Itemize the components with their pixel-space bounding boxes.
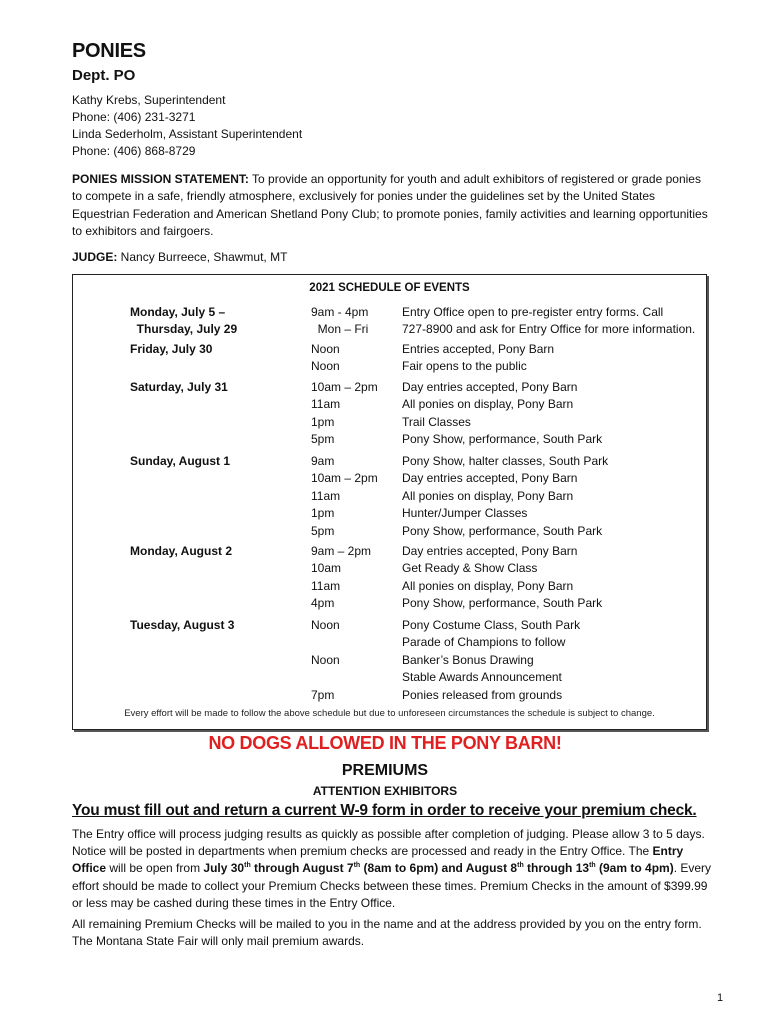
entry-office-paragraph: [72, 826, 720, 912]
paragraph-text: will be open from: [106, 861, 204, 876]
time-line: Mon – Fri: [311, 322, 369, 337]
schedule-times: [311, 379, 378, 449]
time-line: 9am - 4pm: [311, 305, 369, 319]
judge-line: [72, 250, 287, 264]
event-line: Parade of Champions to follow: [402, 635, 566, 650]
event-line: Day entries accepted, Pony Barn: [402, 380, 578, 394]
schedule-events: [402, 304, 695, 339]
department-code: Dept. PO: [72, 67, 136, 84]
date-text: through 13: [523, 861, 590, 876]
event-line: Trail Classes: [402, 414, 471, 429]
time-line: 11am: [311, 578, 341, 593]
ordinal-suffix: th: [244, 862, 251, 870]
day-line: Saturday, July 31: [130, 380, 228, 394]
schedule-day: [130, 341, 212, 358]
schedule-events: [402, 379, 602, 449]
no-dogs-warning: NO DOGS ALLOWED IN THE PONY BARN!: [208, 733, 562, 753]
schedule-disclaimer: Every effort will be made to follow the above schedule but due to unforeseen circumstances the schedule is subject to change.: [124, 708, 655, 719]
time-line: 10am – 2pm: [311, 471, 378, 486]
event-line: Pony Costume Class, South Park: [402, 618, 581, 632]
judge-name: Nancy Burreece, Shawmut, MT: [117, 250, 288, 264]
paragraph-text: . Every effort should be made to collect your Premium Checks between these times. Premium Checks in the amount of $399.99 or less may be cashed during these times in the Entry Office.: [72, 861, 712, 910]
time-line: 1pm: [311, 414, 335, 429]
ordinal-suffix: th: [517, 862, 524, 870]
event-line: Get Ready & Show Class: [402, 561, 538, 576]
contact-line: Phone: (406) 868-8729: [72, 144, 196, 158]
attention-exhibitors-heading: ATTENTION EXHIBITORS: [312, 784, 458, 798]
event-line: 727-8900 and ask for Entry Office for more information.: [402, 322, 696, 337]
contact-block: [72, 92, 302, 160]
ordinal-suffix: th: [589, 862, 596, 870]
schedule-times: [311, 341, 340, 376]
event-line: Pony Show, halter classes, South Park: [402, 454, 609, 468]
schedule-day: [130, 379, 228, 396]
time-line: 5pm: [311, 432, 335, 447]
date-text: through August 7: [250, 861, 354, 876]
date-text: (8am to 6pm) and August 8: [360, 861, 518, 876]
contact-line: Kathy Krebs, Superintendent: [72, 93, 226, 107]
time-line: 11am: [311, 488, 341, 503]
ordinal-suffix: th: [353, 862, 361, 870]
time-line: 4pm: [311, 596, 335, 611]
schedule-day: [130, 304, 237, 339]
time-line: Noon: [311, 342, 340, 356]
schedule-day: [130, 453, 230, 470]
event-line: Hunter/Jumper Classes: [402, 506, 528, 521]
schedule-events: [402, 341, 554, 376]
time-line: Noon: [311, 359, 340, 374]
day-line: Thursday, July 29: [130, 322, 238, 337]
time-line: Noon: [311, 652, 340, 667]
schedule-day: [130, 617, 234, 634]
event-line: Pony Show, performance, South Park: [402, 596, 603, 611]
premiums-heading: PREMIUMS: [341, 762, 429, 779]
schedule-events: [402, 617, 580, 704]
schedule-times: [311, 543, 371, 613]
office-dates: [203, 861, 673, 875]
event-line: Ponies released from grounds: [402, 687, 563, 702]
page-number: 1: [717, 992, 724, 1004]
time-line: 5pm: [311, 523, 335, 538]
event-line: Day entries accepted, Pony Barn: [402, 471, 578, 486]
day-line: Monday, July 5 –: [130, 305, 226, 319]
time-line: 1pm: [311, 506, 335, 521]
schedule-times: [311, 617, 340, 704]
time-line: [311, 634, 340, 651]
event-line: Banker’s Bonus Drawing: [402, 652, 534, 667]
time-line: 7pm: [311, 687, 335, 702]
event-line: Pony Show, performance, South Park: [402, 432, 603, 447]
event-line: Fair opens to the public: [402, 359, 527, 374]
day-line: Tuesday, August 3: [130, 618, 235, 632]
page-title: PONIES: [72, 40, 146, 62]
time-line: 10am: [311, 561, 342, 576]
event-line: Pony Show, performance, South Park: [402, 523, 603, 538]
mission-text: To provide an opportunity for youth and adult exhibitors of registered or grade ponies to compete in a safe, friendly atmosphere, exclusively for ponies under the guidelines set by the United States Equestrian Federation and American Shetland Pony Club; to promote ponies, family activities and learning opportunities to exhibitors and fairgoers.: [72, 172, 708, 238]
mission-label: PONIES MISSION STATEMENT:: [72, 172, 249, 186]
judge-label: JUDGE:: [72, 250, 118, 264]
schedule-day: [130, 543, 232, 560]
event-line: Stable Awards Announcement: [402, 670, 562, 685]
date-text: July 30: [203, 861, 245, 876]
schedule-times: [311, 304, 368, 339]
paragraph-text: The Entry office will process judging results as quickly as possible after completion of judging. Please allow 3 to 5 days. Notice will be posted in departments when premium checks are processed and ready in the Entry Office. The: [72, 827, 705, 859]
schedule-times: [311, 453, 378, 540]
mailing-paragraph: All remaining Premium Checks will be mailed to you in the name and at the address provided by you on the entry form. The Montana State Fair will only mail premium awards.: [72, 917, 702, 949]
event-line: Entries accepted, Pony Barn: [402, 342, 555, 356]
day-line: Monday, August 2: [130, 544, 232, 558]
schedule-title: 2021 SCHEDULE OF EVENTS: [309, 282, 470, 294]
entry-office-label: Entry Office: [72, 844, 684, 876]
contact-line: Linda Sederholm, Assistant Superintendent: [72, 127, 303, 141]
event-line: All ponies on display, Pony Barn: [402, 488, 574, 503]
day-line: Friday, July 30: [130, 342, 213, 356]
contact-line: Phone: (406) 231-3271: [72, 110, 196, 124]
event-line: All ponies on display, Pony Barn: [402, 397, 574, 412]
time-line: 9am – 2pm: [311, 544, 372, 558]
time-line: [311, 669, 340, 686]
time-line: Noon: [311, 618, 340, 632]
event-line: Entry Office open to pre-register entry forms. Call: [402, 305, 664, 319]
schedule-events: [402, 453, 608, 540]
mission-statement: [72, 171, 712, 240]
schedule-events: [402, 543, 602, 613]
time-line: 11am: [311, 397, 341, 412]
date-text: (9am to 4pm): [595, 861, 674, 876]
time-line: 9am: [311, 454, 335, 468]
w9-notice: You must fill out and return a current W-9 form in order to receive your premium check.: [72, 802, 697, 819]
day-line: Sunday, August 1: [130, 454, 231, 468]
time-line: 10am – 2pm: [311, 380, 378, 394]
schedule-box: [72, 274, 707, 730]
event-line: All ponies on display, Pony Barn: [402, 578, 574, 593]
event-line: Day entries accepted, Pony Barn: [402, 544, 578, 558]
